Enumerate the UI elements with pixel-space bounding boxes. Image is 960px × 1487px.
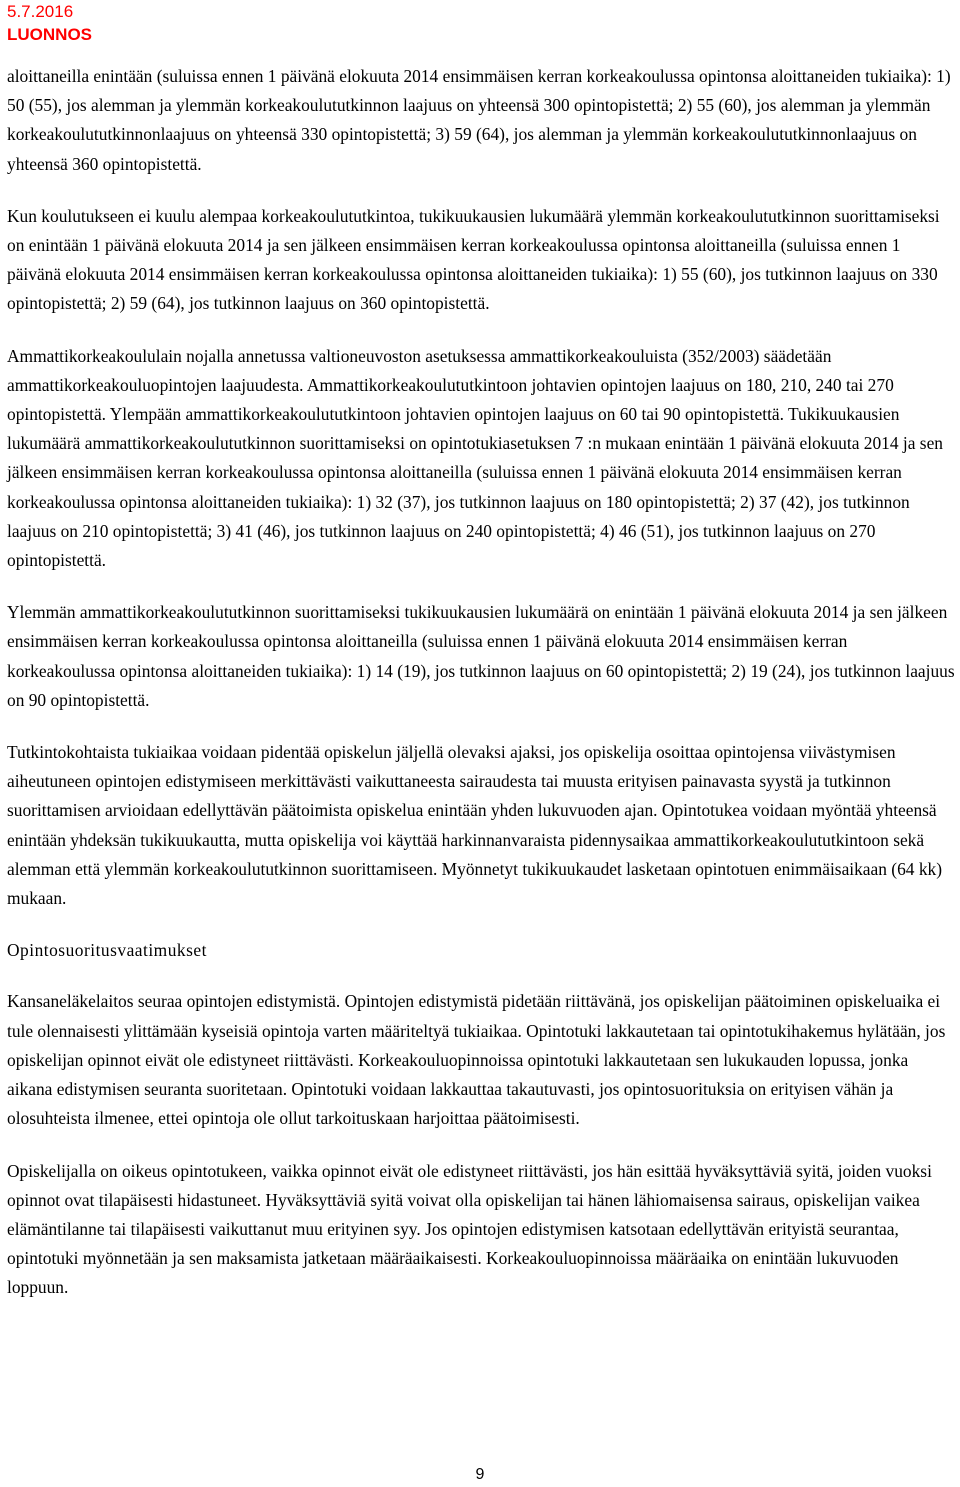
paragraph: aloittaneilla enintään (suluissa ennen 1 päivänä elokuuta 2014 ensimmäisen kerran korkeakoulussa opintonsa aloittaneiden tukiaika): 1) 50 (55), jos alemman ja ylemmän korkeakoulututkinnon laajuus on yhteensä 300 opintopistettä; 2) 55 (60), jos alemman ja ylemmän korkeakoulututkinnonlaajuus on yhteensä 330 opintopistettä; 3) 59 (64), jos alemman ja ylemmän korkeakoulututkinnonlaajuus on yhteensä 360 opintopistettä. <box>7 66 951 174</box>
document-body <box>7 62 955 1326</box>
draft-label: LUONNOS <box>7 25 92 44</box>
paragraph: Ammattikorkeakoululain nojalla annetussa valtioneuvoston asetuksessa ammattikorkeakouluista (352/2003) säädetään ammattikorkeakouluopintojen laajuudesta. Ammattikorkeakoulututkintoon johtavien opintojen laajuus on 180, 210, 240 tai 270 opintopistettä. Ylempään ammattikorkeakoulututkintoon johtavien opintojen laajuus on 60 tai 90 opintopistettä. Tukikuukausien lukumäärä ammattikorkeakoulututkinnon suorittamiseksi on opintotukiasetuksen 7 :n mukaan enintään 1 päivänä elokuuta 2014 ja sen jälkeen ensimmäisen kerran korkeakoulussa opintonsa aloittaneilla (suluissa ennen 1 päivänä elokuuta 2014 ensimmäisen kerran korkeakoulussa opintonsa aloittaneiden tukiaika): 1) 32 (37), jos tutkinnon laajuus on 180 opintopistettä; 2) 37 (42), jos tutkinnon laajuus on 210 opintopistettä; 3) 41 (46), jos tutkinnon laajuus on 240 opintopistettä; 4) 46 (51), jos tutkinnon laajuus on 270 opintopistettä. <box>7 345 943 571</box>
header-date: 5.7.2016 <box>7 2 74 21</box>
page-header <box>7 0 92 46</box>
paragraph: Kansaneläkelaitos seuraa opintojen edistymistä. Opintojen edistymistä pidetään riittävänä, jos opiskelijan päätoiminen opiskeluaika ei tule olennaisesti ylittämään kyseisiä opintoja varten määriteltyä tukiaikaa. Opintotuki lakkautetaan tai opintotukihakemus hylätään, jos opiskelijan opinnot eivät ole edistyneet riittävästi. Korkeakouluopinnoissa opintotuki lakkautetaan sen lukukauden lopussa, jonka aikana edistymisen seuranta suoritetaan. Opintotuki voidaan lakkauttaa takautuvasti, jos opintosuorituksia on erityisen vähän ja olosuhteista ilmenee, ettei opintoja ole ollut tarkoituskaan harjoittaa päätoimisesti. <box>7 991 946 1129</box>
page-number: 9 <box>475 1466 485 1483</box>
paragraph: Ylemmän ammattikorkeakoulututkinnon suorittamiseksi tukikuukausien lukumäärä on enintään 1 päivänä elokuuta 2014 ja sen jälkeen ensimmäisen kerran korkeakoulussa opintonsa aloittaneilla (suluissa ennen 1 päivänä elokuuta 2014 ensimmäisen kerran korkeakoulussa opintonsa aloittaneiden tukiaika): 1) 14 (19), jos tutkinnon laajuus on 60 opintopistettä; 2) 19 (24), jos tutkinnon laajuus on 90 opintopistettä. <box>7 602 955 710</box>
paragraph: Opiskelijalla on oikeus opintotukeen, vaikka opinnot eivät ole edistyneet riittävästi, jos hän esittää hyväksyttäviä syitä, joiden vuoksi opinnot ovat tilapäisesti hidastuneet. Hyväksyttäviä syitä voivat olla opiskelijan tai hänen lähiomaisensa sairaus, opiskelijan vaikea elämäntilanne tai tilapäisesti vaikuttanut muu erityinen syy. Jos opintojen edistymisen katsotaan edellyttävän erityistä seurantaa, opintotuki myönnetään ja sen maksamista jatketaan määräaikaisesti. Korkeakouluopinnoissa määräaika on enintään lukuvuoden loppuun. <box>7 1160 932 1298</box>
paragraph: Tutkintokohtaista tukiaikaa voidaan pidentää opiskelun jäljellä olevaksi ajaksi, jos opiskelija osoittaa opintojensa viivästymisen aiheutuneen opintojen edistymiseen merkittävästi vaikuttaneesta sairaudesta tai muusta erityisen painavasta syystä ja tutkinnon suorittamisen arvioidaan edellyttävän päätoimista opiskelua enintään yhden lukuvuoden ajan. Opintotukea voidaan myöntää yhteensä enintään yhdeksän tukikuukautta, mutta opiskelija voi käyttää harkinnanvaraista pidennysaikaa ammattikorkeakoulututkintoon sekä alemman että ylemmän korkeakoulututkinnon suorittamiseen. Myönnetyt tukikuukaudet lasketaan opintotuen enimmäisaikaan (64 kk) mukaan. <box>7 742 943 909</box>
paragraph: Kun koulutukseen ei kuulu alempaa korkeakoulututkintoa, tukikuukausien lukumäärä ylemmän korkeakoulututkinnon suorittamiseksi on enintään 1 päivänä elokuuta 2014 ja sen jälkeen ensimmäisen kerran korkeakoulussa opintonsa aloittaneilla (suluissa ennen 1 päivänä elokuuta 2014 ensimmäisen kerran korkeakoulussa opintonsa aloittaneiden tukiaika): 1) 55 (60), jos tutkinnon laajuus on 330 opintopistettä; 2) 59 (64), jos tutkinnon laajuus on 360 opintopistettä. <box>7 205 940 314</box>
section-heading: Opintosuoritusvaatimukset <box>7 940 207 961</box>
